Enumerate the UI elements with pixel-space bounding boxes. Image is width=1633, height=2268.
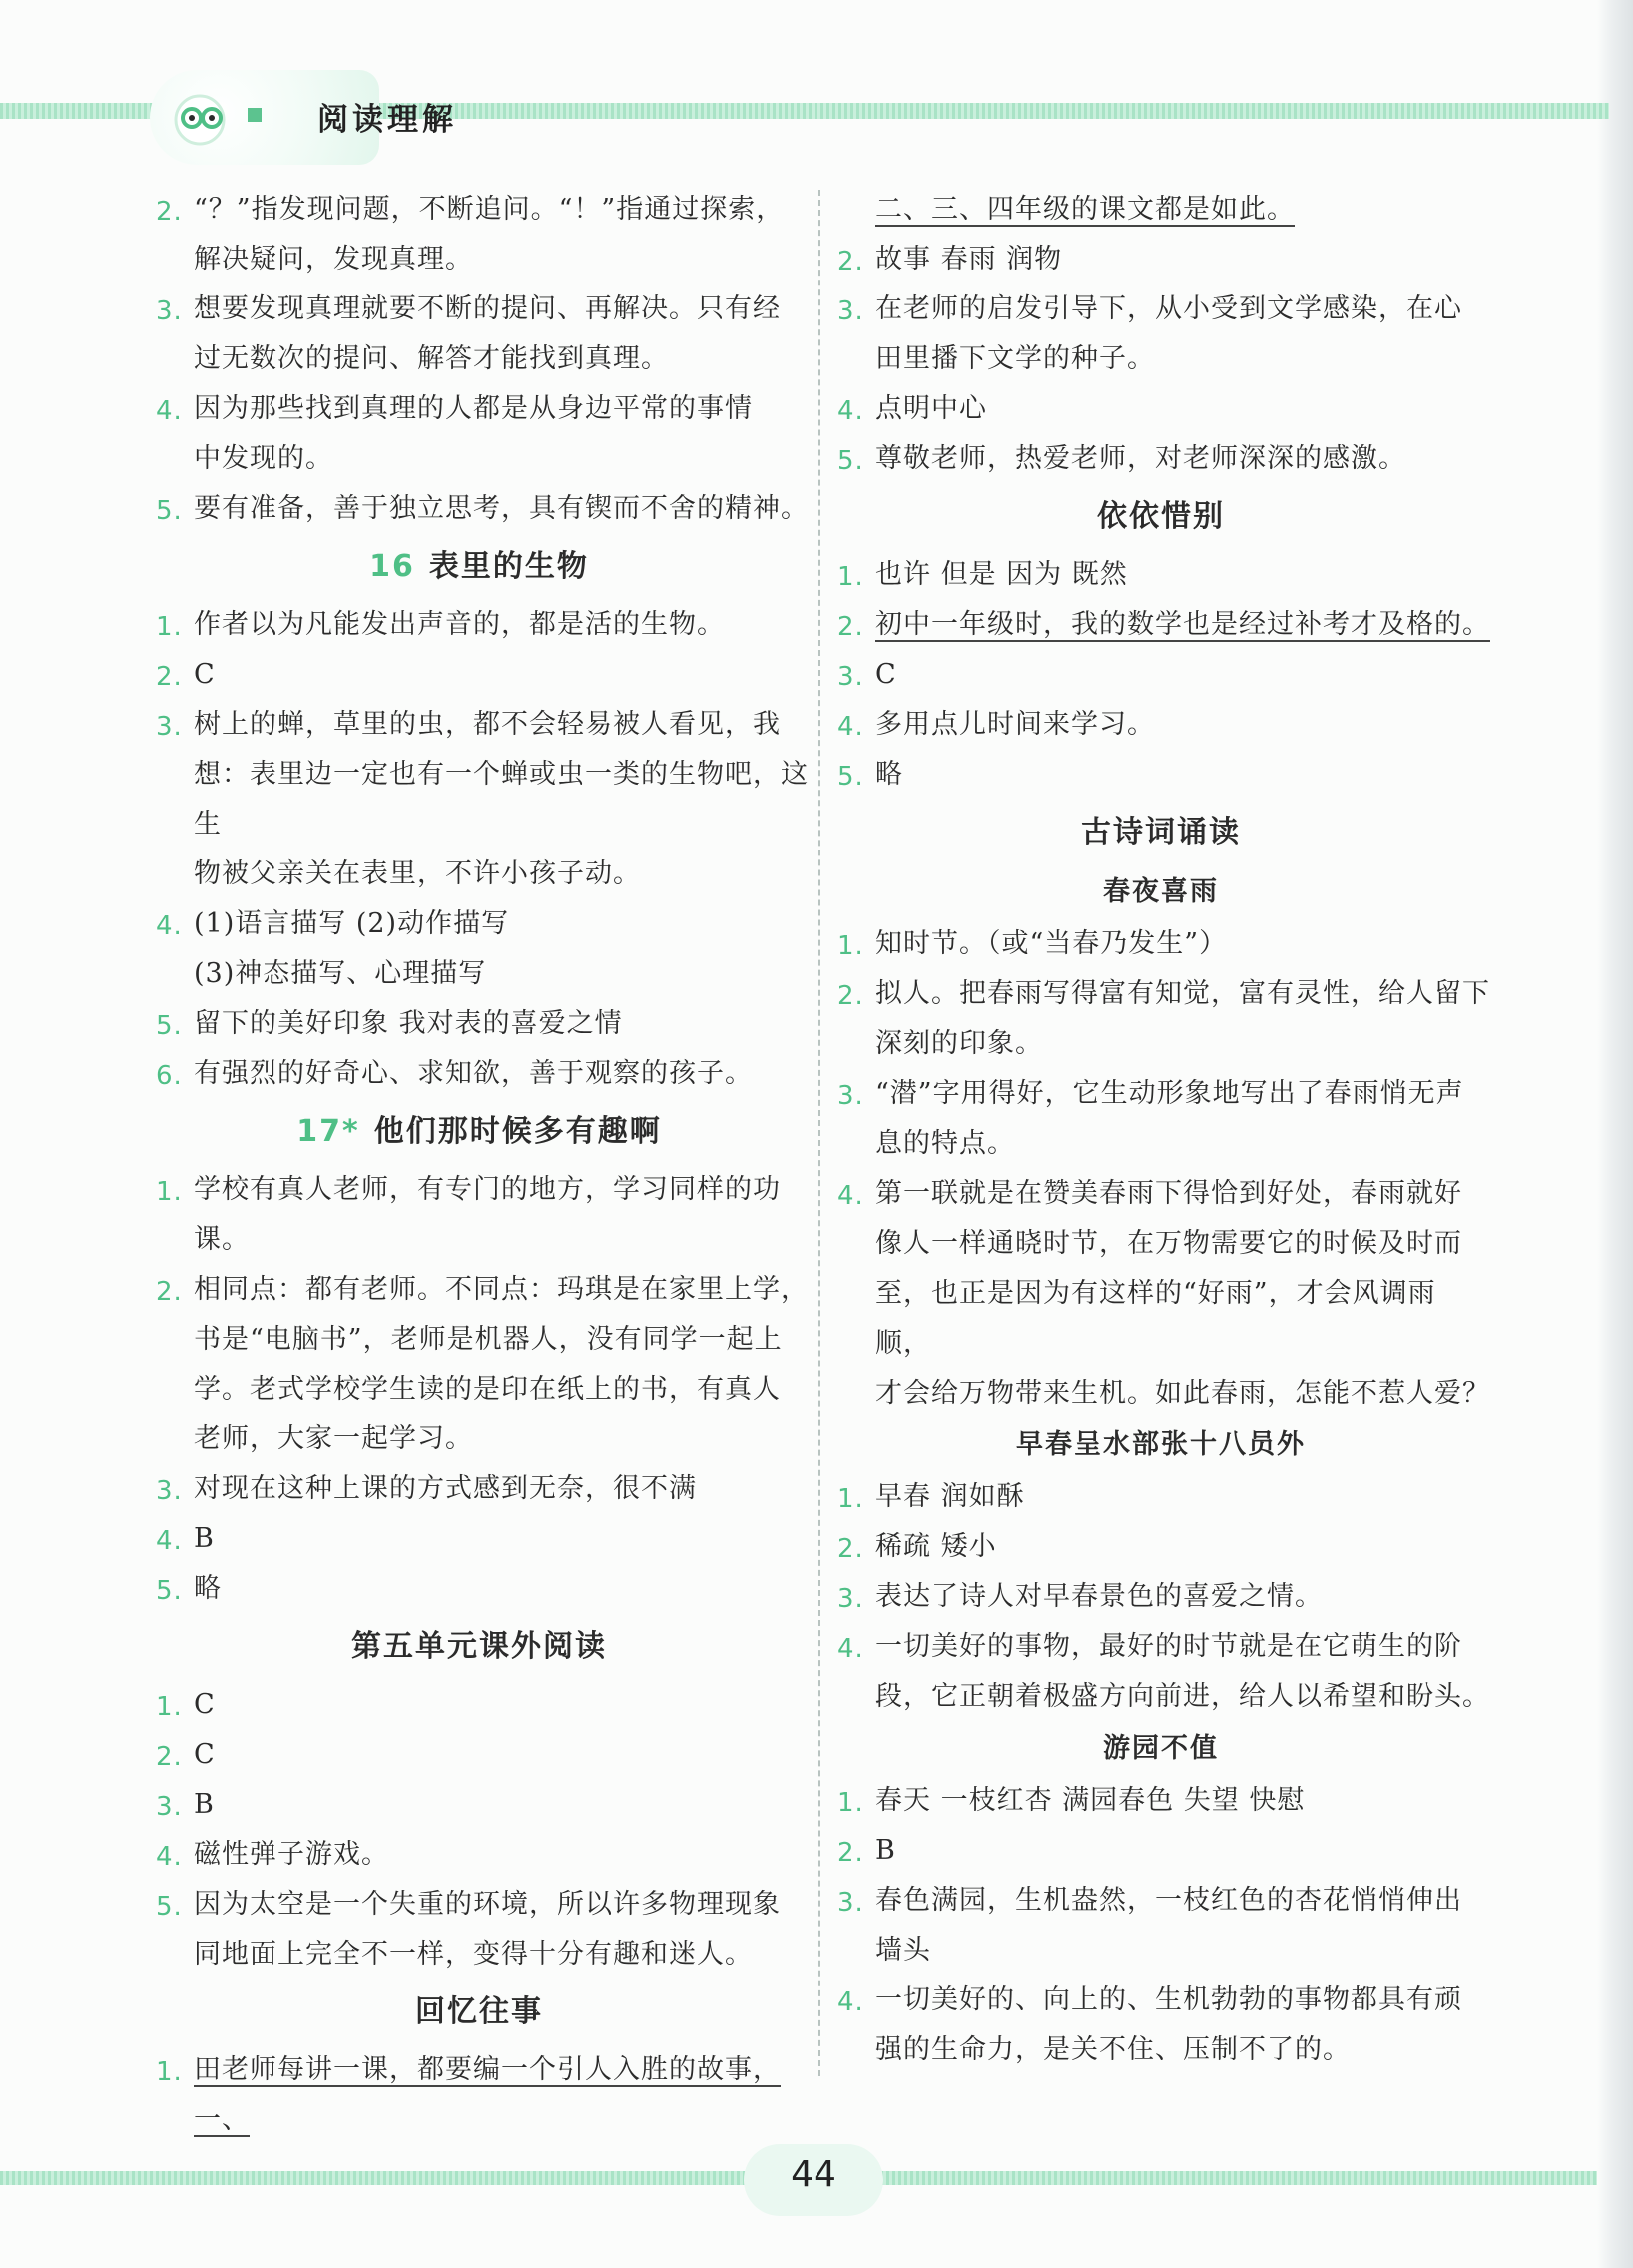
answer-line: (1)语言描写 (2)动作描写 [194, 908, 510, 939]
answer-item [831, 650, 1490, 700]
answer-line: 墙头 [875, 1935, 931, 1966]
section-number: 17* [296, 1114, 360, 1149]
answer-item [150, 899, 809, 999]
answer-number: 2. [837, 981, 864, 1011]
answer-item [150, 1464, 809, 1514]
answer-item [831, 1572, 1490, 1622]
answer-item [831, 1169, 1490, 1418]
answer-item [150, 1564, 809, 1614]
answer-item [831, 1622, 1490, 1722]
answer-number: 3. [837, 1081, 864, 1111]
answer-number: 3. [837, 1888, 864, 1918]
answer-line: 物被父亲关在表里，不许小孩子动。 [194, 858, 641, 889]
answer-line: (3)神态描写、心理描写 [194, 958, 487, 989]
answer-line: 磁性弹子游戏。 [194, 1839, 389, 1870]
answer-number: 1. [837, 1484, 864, 1514]
section-heading: 第五单元课外阅读 [351, 1629, 607, 1664]
answer-line: C [194, 659, 216, 690]
answer-number: 3. [156, 712, 183, 742]
answer-item [831, 600, 1490, 650]
answer-number: 4. [837, 1181, 864, 1211]
answer-item [831, 700, 1490, 750]
answer-line: 要有准备，善于独立思考，具有锲而不舍的精神。 [194, 493, 809, 524]
answer-line: 略 [875, 759, 903, 790]
header-square [248, 108, 262, 122]
column-divider [818, 190, 820, 2076]
poem-title: 游园不值 [1103, 1733, 1219, 1764]
answer-item [150, 700, 809, 899]
answer-item [831, 550, 1490, 600]
answer-text: 初中一年级时，我的数学也是经过补考才及格的。 [875, 609, 1490, 640]
answer-line: 拟人。把春雨写得富有知觉，富有灵性，给人留下 [875, 978, 1490, 1009]
poem-title: 春夜喜雨 [1103, 876, 1219, 907]
answer-number: 3. [837, 662, 864, 692]
answer-item [150, 1830, 809, 1880]
answer-number: 5. [156, 1576, 183, 1606]
answer-line: “？”指发现问题，不断追问。“！”指通过探索， [194, 194, 785, 225]
poem-answers [831, 1472, 1490, 1722]
answer-number: 4. [156, 911, 183, 941]
answer-line: 第一联就是在赞美春雨下得恰到好处，春雨就好 [875, 1178, 1462, 1209]
answer-item [831, 1976, 1490, 2075]
page-number: 44 [791, 2154, 836, 2195]
answer-item [150, 484, 809, 534]
answer-line: 想要发现真理就要不断的提问、再解决。只有经 [194, 293, 781, 324]
answer-number: 6. [156, 1061, 183, 1091]
answer-line: 像人一样通晓时节，在万物需要它的时候及时而 [875, 1228, 1462, 1259]
answer-item [831, 919, 1490, 969]
section-heading: 古诗词诵读 [1081, 815, 1241, 850]
answer-item [150, 1680, 809, 1730]
answer-line: 对现在这种上课的方式感到无奈，很不满 [194, 1473, 697, 1504]
answer-line: 深刻的印象。 [875, 1028, 1043, 1059]
section-heading: 依依惜别 [1097, 499, 1225, 534]
answer-line: 一切美好的、向上的、生机勃勃的事物都具有顽 [875, 1984, 1462, 2015]
answer-number: 2. [156, 197, 183, 227]
section-number: 16 [369, 549, 415, 584]
answer-item [831, 1776, 1490, 1826]
answer-item [150, 284, 809, 384]
answer-item [150, 1049, 809, 1099]
answer-number: 2. [156, 662, 183, 692]
answer-text: 田老师每讲一课，都要编一个引人入胜的故事，一、 [194, 2054, 781, 2135]
answer-line: 相同点：都有老师。不同点：玛琪是在家里上学， [194, 1274, 809, 1305]
answer-number: 3. [156, 296, 183, 326]
answer-line: 老师，大家一起学习。 [194, 1423, 473, 1454]
answer-line: C [194, 1689, 216, 1720]
section-title: 表里的生物 [428, 549, 589, 584]
answer-number: 1. [156, 2057, 183, 2087]
answer-number: 2. [156, 1277, 183, 1307]
intro-answers [150, 185, 809, 534]
answer-number: 4. [837, 1987, 864, 2017]
answer-line: 表达了诗人对早春景色的喜爱之情。 [875, 1581, 1323, 1612]
answer-item [831, 384, 1490, 434]
answer-item [150, 1780, 809, 1830]
poem-title: 早春呈水部张十八员外 [1016, 1429, 1306, 1460]
answer-line: 作者以为凡能发出声音的，都是活的生物。 [194, 609, 725, 640]
answer-item [831, 969, 1490, 1069]
answer-line: 春天 一枝红杏 满园春色 失望 快慰 [875, 1785, 1306, 1816]
answer-line: 解决疑问，发现真理。 [194, 244, 473, 275]
answer-item [831, 235, 1490, 284]
answer-line: 尊敬老师，热爱老师，对老师深深的感激。 [875, 443, 1406, 474]
answer-item [831, 750, 1490, 800]
answer-line: 学。老式学校学生读的是印在纸上的书，有真人 [194, 1374, 781, 1405]
answer-number: 4. [837, 712, 864, 742]
answer-number: 4. [837, 396, 864, 426]
answer-item [831, 434, 1490, 484]
answer-line: 想：表里边一定也有一个蝉或虫一类的生物吧，这生 [194, 759, 809, 840]
answer-item [150, 650, 809, 700]
answer-item [150, 2045, 809, 2145]
answer-line: 早春 润如酥 [875, 1481, 1025, 1512]
answer-number: 2. [156, 1742, 183, 1772]
left-column [150, 185, 809, 2145]
answer-number: 1. [837, 931, 864, 961]
answer-line: 知时节。（或“当春乃发生”） [875, 928, 1228, 959]
answer-number: 3. [156, 1476, 183, 1506]
answer-item [150, 1165, 809, 1265]
answer-line: 中发现的。 [194, 443, 333, 474]
section-answers [831, 650, 1490, 800]
answer-number: 1. [837, 562, 864, 592]
answer-item [150, 600, 809, 650]
answer-item [150, 384, 809, 484]
page-edge [1597, 0, 1633, 2268]
answer-line: 才会给万物带来生机。如此春雨，怎能不惹人爱？ [875, 1378, 1490, 1409]
answer-number: 5. [156, 496, 183, 526]
answer-line: 在老师的启发引导下，从小受到文学感染，在心 [875, 293, 1462, 324]
answer-line: 留下的美好印象 我对表的喜爱之情 [194, 1008, 623, 1039]
header-title: 阅读理解 [317, 102, 457, 138]
right-column [831, 185, 1490, 2075]
answer-item [150, 1265, 809, 1464]
answer-line: 有强烈的好奇心、求知欲，善于观察的孩子。 [194, 1058, 753, 1089]
answer-item [831, 284, 1490, 384]
answer-line: 书是“电脑书”，老师是机器人，没有同学一起上 [194, 1324, 783, 1355]
section-answers [150, 1680, 809, 1980]
owl-face-icon [170, 90, 256, 150]
answer-line: C [194, 1739, 216, 1770]
answer-text: 二、三、四年级的课文都是如此。 [875, 194, 1295, 225]
answer-number: 1. [837, 1788, 864, 1818]
answer-number: 3. [156, 1792, 183, 1822]
answer-item [831, 1069, 1490, 1169]
poem-answers [831, 1776, 1490, 2075]
section-heading [150, 534, 809, 600]
answer-line: B [194, 1523, 215, 1554]
answer-line: 息的特点。 [875, 1128, 1015, 1159]
answer-item [150, 1514, 809, 1564]
answer-item [831, 1522, 1490, 1572]
section-answers [150, 1165, 809, 1614]
answer-item [150, 185, 809, 284]
answer-number: 5. [156, 1011, 183, 1041]
answer-number: 2. [837, 1534, 864, 1564]
answer-line: 点明中心 [875, 393, 987, 424]
answer-line: “潜”字用得好，它生动形象地写出了春雨悄无声 [875, 1078, 1464, 1109]
answer-line: 田里播下文学的种子。 [875, 343, 1155, 374]
answer-line: C [875, 659, 897, 690]
answer-number: 1. [156, 1177, 183, 1207]
section-answers [150, 600, 809, 1099]
answer-line: 略 [194, 1573, 222, 1604]
section-title: 他们那时候多有趣啊 [373, 1114, 662, 1149]
answer-number: 4. [156, 1842, 183, 1872]
answer-line: 因为太空是一个失重的环境，所以许多物理现象 [194, 1889, 781, 1920]
answer-line: 学校有真人老师，有专门的地方，学习同样的功课。 [194, 1174, 781, 1255]
section-answers [831, 235, 1490, 484]
section-heading: 回忆往事 [415, 1994, 543, 2029]
answer-number: 4. [837, 1634, 864, 1664]
answer-line: 稀疏 矮小 [875, 1531, 997, 1562]
answer-number: 3. [837, 1584, 864, 1614]
answer-number: 4. [156, 1526, 183, 1556]
section-heading [150, 1099, 809, 1165]
answer-number: 1. [156, 612, 183, 642]
answer-number: 5. [837, 762, 864, 792]
answer-line: 过无数次的提问、解答才能找到真理。 [194, 343, 669, 374]
answer-line: B [875, 1835, 896, 1866]
answer-line: 因为那些找到真理的人都是从身边平常的事情 [194, 393, 753, 424]
answer-line: B [194, 1789, 215, 1820]
answer-item [831, 1826, 1490, 1876]
answer-number: 5. [837, 446, 864, 476]
answer-number: 2. [837, 247, 864, 277]
answer-line: 一切美好的事物，最好的时节就是在它萌生的阶 [875, 1631, 1462, 1662]
answer-number: 2. [837, 612, 864, 642]
answer-item [831, 1472, 1490, 1522]
answer-line: 春色满园，生机盎然，一枝红色的杏花悄悄伸出 [875, 1885, 1462, 1916]
answer-line: 段，它正朝着极盛方向前进，给人以希望和盼头。 [875, 1681, 1490, 1712]
answer-item [831, 185, 1490, 235]
answer-line: 故事 春雨 润物 [875, 244, 1063, 275]
answer-line: 至，也正是因为有这样的“好雨”，才会风调雨顺， [875, 1278, 1436, 1359]
answer-item [831, 1876, 1490, 1976]
answer-text: 也许 但是 因为 既然 [875, 559, 1128, 590]
answer-item [150, 1730, 809, 1780]
answer-line: 同地面上完全不一样，变得十分有趣和迷人。 [194, 1939, 753, 1970]
answer-line: 树上的蝉，草里的虫，都不会轻易被人看见，我 [194, 709, 781, 740]
answer-number: 3. [837, 296, 864, 326]
answer-number: 1. [156, 1692, 183, 1722]
answer-line: 多用点儿时间来学习。 [875, 709, 1155, 740]
answer-item [150, 999, 809, 1049]
answer-number: 2. [837, 1838, 864, 1868]
answer-item [150, 1880, 809, 1980]
answer-number: 5. [156, 1892, 183, 1922]
answer-line: 强的生命力，是关不住、压制不了的。 [875, 2034, 1351, 2065]
poem-answers [831, 919, 1490, 1418]
answer-number: 4. [156, 396, 183, 426]
